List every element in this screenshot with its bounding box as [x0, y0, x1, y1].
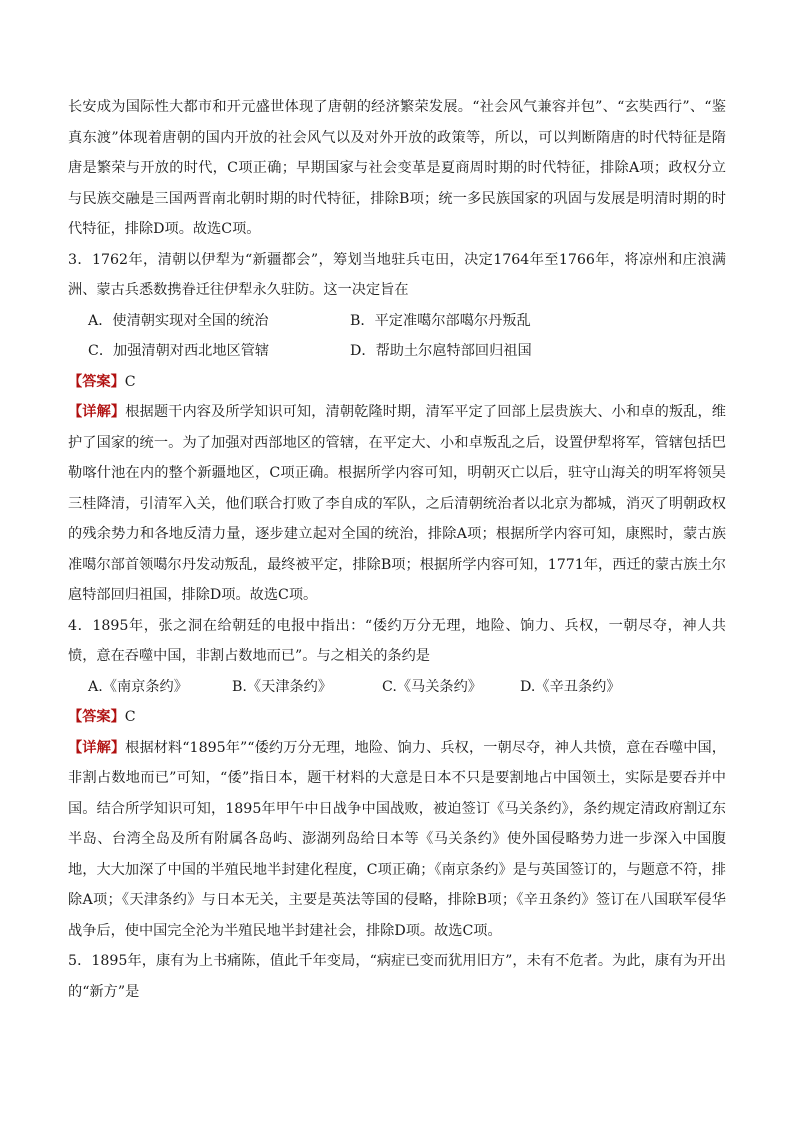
question-4-stem: 4．1895年，张之洞在给朝廷的电报中指出：“倭约万分无理，地险、饷力、兵权，一朝尽夺，神人共愤，意在吞噬中国，非割占数地而已”。与之相关的条约是	[68, 617, 726, 664]
question-4-detail	[68, 733, 726, 947]
detail-tag: 【详解】	[68, 739, 126, 756]
explanation-continued: 长安成为国际性大都市和开元盛世体现了唐朝的经济繁荣发展。“社会风气兼容并包”、“玄奘西行”、“鉴真东渡”体现着唐朝的国内开放的社会风气以及对外开放的政策等，所以，可以判断隋唐的时代特征是隋唐是繁荣与开放的时代，C项正确；早期国家与社会变革是夏商周时期的时代特征，排除A项；政权分立与民族交融是三国两晋南北朝时期的时代特征，排除B项；统一多民族国家的巩固与发展是明清时期的时代特征，排除D项。故选C项。	[68, 99, 726, 237]
question-3-detail	[68, 397, 726, 611]
question-4-options	[68, 672, 726, 703]
question-5-stem: 5．1895年，康有为上书痛陈，值此千年变局，“病症已变而犹用旧方”，未有不危者。为此，康有为开出的“新方”是	[68, 953, 726, 1000]
question-3-options-row-2	[68, 336, 726, 367]
detail-text: 根据题干内容及所学知识可知，清朝乾隆时期，清军平定了回部上层贵族大、小和卓的叛乱，维护了国家的统一。为了加强对西部地区的管辖，在平定大、小和卓叛乱之后，设置伊犁将军，管辖包括巴勒喀什池在内的整个新疆地区，C项正确。根据所学内容可知，明朝灭亡以后，驻守山海关的明军将领吴三桂降清，引清军入关，他们联合打败了李自成的军队，之后清朝统治者以北京为都城，消灭了明朝政权的残余势力和各地反清力量，逐步建立起对全国的统治，排除A项；根据所学内容可知，康熙时，蒙古族准噶尔部首领噶尔丹发动叛乱，最终被平定，排除B项；根据所学内容可知，1771年，西迁的蒙古族土尔扈特部回归祖国，排除D项。故选C项。	[68, 404, 726, 603]
option-b[interactable]: B.《天津条约》	[232, 678, 333, 695]
option-a[interactable]: A.《南京条约》	[88, 678, 188, 695]
answer-value: C	[124, 373, 136, 390]
answer-tag: 【答案】	[68, 709, 125, 725]
answer-value: C	[124, 709, 136, 725]
option-a[interactable]: A．使清朝实现对全国的统治	[88, 312, 269, 329]
option-c[interactable]: C.《马关条约》	[382, 678, 482, 695]
option-c[interactable]: C．加强清朝对西北地区管辖	[88, 343, 270, 359]
question-3-answer	[68, 367, 726, 398]
detail-text: 根据材料“1895年”“倭约万分无理，地险、饷力、兵权，一朝尽夺，神人共愤，意在吞噬中国，非割占数地而已”可知，“倭”指日本，题干材料的大意是日本不只是要割地占中国领土，实际是要吞并中国。结合所学知识可知，1895年甲午中日战争中国战败，被迫签订《马关条约》，条约规定清政府割辽东半岛、台湾全岛及所有附属各岛屿、澎湖列岛给日本等《马关条约》使外国侵略势力进一步深入中国腹地，大大加深了中国的半殖民地半封建化程度，C项正确；《南京条约》是与英国签订的，与题意不符，排除A项；《天津条约》与日本无关，主要是英法等国的侵略，排除B项；《辛丑条约》签订在八国联军侵华战争后，使中国完全沦为半殖民地半封建社会，排除D项。故选C项。	[68, 739, 726, 939]
question-3-options-row-1	[68, 306, 726, 337]
option-d[interactable]: D.《辛丑条约》	[520, 678, 621, 695]
question-3-stem: 3．1762年，清朝以伊犁为“新疆都会”，筹划当地驻兵屯田，决定1764年至1766年，将凉州和庄浪满洲、蒙古兵悉数携眷迁往伊犁永久驻防。这一决定旨在	[68, 251, 726, 298]
option-b[interactable]: B．平定准噶尔部噶尔丹叛乱	[350, 312, 531, 329]
document-page	[68, 92, 726, 1007]
detail-tag: 【详解】	[68, 404, 126, 420]
answer-tag: 【答案】	[68, 373, 125, 390]
option-d[interactable]: D．帮助土尔扈特部回归祖国	[350, 343, 532, 359]
question-4-answer	[68, 702, 726, 733]
